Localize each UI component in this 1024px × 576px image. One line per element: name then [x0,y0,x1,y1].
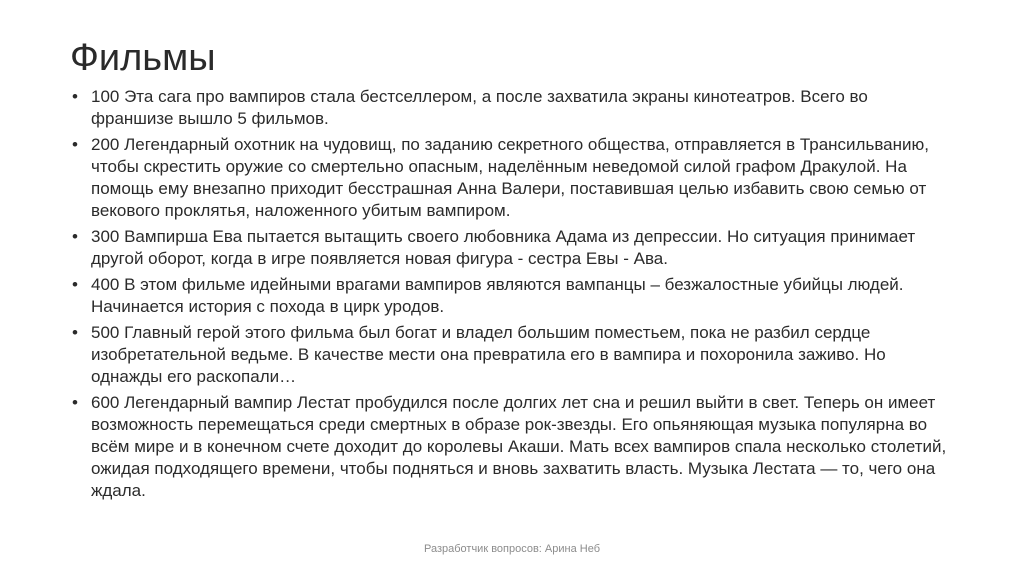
bullet-icon: • [72,323,78,342]
list-item-text: 100 Эта сага про вампиров стала бестселлером, а после захватила экраны кинотеатров. Всего во франшизе вышло 5 фильмов. [91,87,868,128]
bullet-icon: • [72,275,78,294]
list-item [70,274,950,318]
slide-title: Фильмы [70,37,216,79]
list-item [70,134,950,222]
bullet-icon: • [72,87,78,106]
list-item-text: 400 В этом фильме идейными врагами вампиров являются вампанцы – безжалостные убийцы людей. Начинается история с похода в цирк уродов. [91,275,904,316]
slide-footer: Разработчик вопросов: Арина Неб [423,543,601,555]
bullet-list [70,86,950,506]
list-item [70,322,950,388]
list-item-text: 500 Главный герой этого фильма был богат и владел большим поместьем, пока не разбил сердце изобретательной ведьме. В качестве мести она превратила его в вампира и похоронила заживо. Но однажды его раскопали… [91,323,886,386]
list-item [70,226,950,270]
list-item-text: 300 Вампирша Ева пытается вытащить своего любовника Адама из депрессии. Но ситуация принимает другой оборот, когда в игре появляется новая фигура - сестра Евы - Ава. [91,227,916,268]
bullet-icon: • [72,135,78,154]
list-item-text: 600 Легендарный вампир Лестат пробудился после долгих лет сна и решил выйти в свет. Теперь он имеет возможность перемещаться среди смертных в образе рок-звезды. Его опьяняющая музыка популярна во всём мире и в конечном счете доходит до королевы Акаши. Мать всех вампиров спала несколько столетий, ожидая подходящего времени, чтобы подняться и вновь захватить власть. Музыка Лестата — то, чего она ждала. [91,393,947,500]
list-item [70,86,950,130]
bullet-icon: • [72,393,78,412]
list-item [70,392,950,502]
bullet-icon: • [72,227,78,246]
list-item-text: 200 Легендарный охотник на чудовищ, по заданию секретного общества, отправляется в Трансильванию, чтобы скрестить оружие со смертельно опасным, наделённым неведомой силой графом Дракулой. На помощь ему внезапно приходит бесстрашная Анна Валери, поставившая целью избавить свою семью от векового проклятья, наложенного убитым вампиром. [91,135,929,220]
